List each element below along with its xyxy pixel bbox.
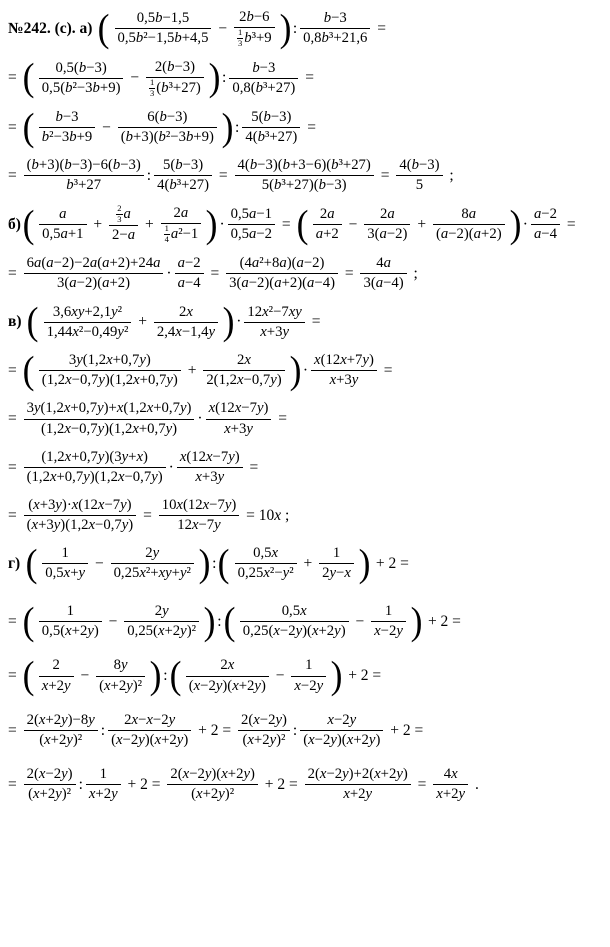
math-text: 3(a−2): [367, 226, 408, 243]
math-text: 12x²−7xy: [247, 303, 302, 320]
big-paren: ): [222, 299, 235, 344]
fraction: [240, 602, 349, 641]
math-text: =: [413, 775, 431, 793]
math-text: =: [376, 167, 394, 185]
math-text: 0,5x: [253, 545, 279, 562]
math-text: 2b−6: [239, 9, 270, 25]
fraction: [24, 765, 76, 804]
math-line-11: [8, 496, 608, 535]
math-text: −: [214, 19, 231, 37]
math-text: 0,25(x−2y)(x+2y): [242, 622, 346, 639]
fraction: [161, 204, 202, 245]
fraction: [108, 711, 191, 750]
fraction: [24, 399, 195, 438]
math-text: :: [235, 118, 240, 136]
math-text: 0,25x²−y²: [237, 565, 294, 582]
math-text: :: [100, 721, 106, 739]
math-text: 2x: [179, 303, 193, 320]
math-text: b³+9: [244, 29, 272, 46]
math-text: 0,5b−1,5: [136, 9, 190, 26]
fraction: [364, 205, 410, 244]
math-text: (1,2x−0,7y)(1,2x+0,7y): [41, 372, 178, 389]
small-fraction: 1 3: [149, 76, 155, 98]
fraction: [226, 254, 338, 293]
math-text: x+3y: [224, 420, 253, 437]
math-text: ;: [445, 167, 454, 185]
math-text: 2y−x: [322, 565, 351, 582]
math-text: =: [8, 775, 21, 793]
math-text: +: [141, 216, 158, 234]
math-text: −: [351, 612, 369, 630]
math-text: 5(b³+27)(b−3): [261, 177, 347, 194]
fraction: [146, 58, 204, 99]
math-text: ·: [302, 361, 309, 379]
math-text: ·: [219, 216, 225, 234]
math-text: x+3y: [195, 468, 225, 485]
math-text: 0,5b²−1,5b+4,5: [117, 29, 209, 46]
math-text: 1,44x²−0,49y²: [46, 323, 129, 340]
math-text: 10x(12x−7y): [161, 496, 237, 513]
fraction: [319, 544, 354, 583]
math-text: a−2: [177, 255, 201, 272]
fraction: [242, 108, 300, 147]
math-text: (1,2x−0,7y)(1,2x+0,7y): [41, 420, 178, 437]
math-text: (x+2y)²: [28, 786, 72, 803]
math-text: ·: [522, 216, 528, 234]
math-text: 2x: [237, 352, 251, 369]
math-text: 3y(1,2x+0,7y): [68, 352, 151, 369]
math-text: 2y: [154, 602, 169, 619]
math-text: + 2 =: [260, 775, 302, 793]
math-text: =: [8, 361, 21, 379]
math-line-7: [8, 299, 608, 344]
big-paren: ): [203, 598, 216, 643]
math-text: 2a: [319, 206, 335, 223]
fraction: [24, 254, 164, 293]
big-paren: ): [509, 201, 522, 246]
fraction: [371, 602, 406, 641]
math-text: 1: [99, 766, 107, 783]
math-text: b−3: [55, 108, 79, 125]
math-text: 5(b−3): [251, 108, 292, 125]
math-text: 4(b−3)(b+3−6)(b³+27): [237, 157, 371, 174]
math-text: a: [59, 206, 67, 223]
math-text: b³+27: [66, 177, 102, 194]
math-text: (x−2y)(x+2y): [111, 731, 189, 748]
math-text: (1,2x+0,7y)(1,2x−0,7y): [26, 468, 163, 485]
math-text: 0,8b³+21,6: [303, 29, 368, 46]
math-text: 12x−7y: [177, 517, 221, 534]
math-text: :: [78, 775, 83, 793]
math-text: −: [104, 612, 122, 630]
fraction: [235, 544, 297, 583]
math-text: =: [8, 265, 21, 283]
fraction: [154, 303, 218, 342]
fraction: [305, 765, 411, 804]
math-text: x+2y: [436, 786, 466, 803]
fraction: [229, 59, 298, 98]
math-text: a²−1: [170, 226, 199, 243]
math-text: =: [379, 361, 393, 379]
math-text: :: [292, 721, 298, 739]
math-text: =: [245, 458, 259, 476]
math-text: x−2y: [374, 622, 403, 639]
math-text: 4(b³+27): [157, 177, 210, 194]
math-text: a−4: [533, 226, 557, 243]
math-text: .: [471, 775, 479, 793]
math-text: x+3y: [260, 323, 289, 340]
math-text: (4a²+8a)(a−2): [239, 255, 325, 272]
math-text: 2(x−2y)+2(x+2y): [307, 766, 408, 783]
fraction: [300, 711, 383, 750]
math-line-1: [8, 5, 608, 50]
math-text: 0,5(b²−3b+9): [41, 79, 121, 96]
big-paren: (: [218, 541, 230, 586]
math-text: =: [278, 216, 295, 234]
fraction: [159, 496, 240, 535]
fraction: [24, 496, 137, 535]
fraction: [109, 204, 138, 245]
math-text: +: [134, 313, 151, 331]
part-label: г): [8, 555, 25, 573]
big-paren: ): [208, 55, 221, 100]
math-text: =: [562, 216, 576, 234]
big-paren: (: [22, 598, 35, 643]
math-text: 2(x−2y): [26, 766, 73, 783]
fraction: [186, 656, 269, 695]
math-text: −: [91, 555, 108, 573]
math-text: ·: [168, 458, 174, 476]
fraction: [244, 303, 304, 342]
math-text: 4(b−3): [399, 157, 440, 174]
big-paren: (: [22, 347, 35, 392]
fraction: [39, 59, 124, 98]
math-text: =: [8, 118, 21, 136]
math-text: + 2 =: [386, 721, 424, 739]
math-text: x−2y: [294, 677, 324, 694]
math-text: =: [8, 458, 21, 476]
math-text: x+2y: [88, 786, 118, 803]
big-paren: ): [279, 5, 292, 50]
math-text: (b+3)(b−3)−6(b−3): [26, 157, 141, 174]
math-text: :: [212, 555, 217, 573]
fraction: [39, 656, 74, 695]
fraction: [39, 351, 181, 390]
math-text: 0,25x²+xy+y²: [113, 565, 191, 582]
small-fraction: 2 3: [117, 203, 122, 225]
math-text: =: [8, 167, 21, 185]
fraction: [300, 9, 370, 48]
math-text: x(12x−7y): [179, 448, 240, 465]
fraction: [238, 711, 290, 750]
math-text: (x−2y)(x+2y): [303, 731, 381, 748]
small-fraction: 1 3: [237, 27, 243, 48]
math-text: (x+2y)²: [99, 677, 143, 694]
big-paren: (: [27, 299, 39, 344]
fraction: [177, 448, 243, 487]
math-text: (x+2y)²: [39, 731, 83, 748]
math-text: 1: [61, 545, 69, 562]
math-text: (x−2y)(x+2y): [188, 677, 266, 694]
big-paren: (: [169, 653, 182, 698]
math-text: =: [8, 410, 21, 428]
math-line-12: [8, 541, 608, 586]
math-line-9: [8, 399, 608, 438]
math-text: 1: [384, 602, 393, 619]
math-text: 0,5(b−3): [55, 59, 107, 76]
big-paren: (: [296, 201, 309, 246]
math-text: =: [301, 69, 314, 87]
big-paren: (: [22, 201, 35, 246]
math-line-16: [8, 765, 608, 804]
math-text: a−4: [177, 275, 201, 292]
math-text: =: [206, 265, 224, 283]
fraction: [24, 448, 166, 487]
math-text: (x+3y)·x(12x−7y): [28, 496, 132, 513]
fraction: [24, 156, 144, 195]
fraction: [39, 108, 95, 147]
fraction: [154, 156, 212, 195]
math-text: −: [271, 667, 289, 685]
math-text: x(12x+7y): [314, 352, 374, 369]
math-text: −: [76, 667, 94, 685]
math-line-2: [8, 55, 608, 100]
math-text: 8y: [113, 657, 128, 674]
math-text: a: [123, 206, 131, 223]
part-label: б): [8, 216, 21, 234]
math-text: =: [8, 667, 21, 685]
math-text: b−3: [323, 9, 347, 26]
math-text: :: [217, 612, 222, 630]
math-text: (b³+27): [156, 79, 201, 96]
fraction: [111, 544, 194, 583]
math-text: =: [139, 506, 156, 524]
math-text: 2: [52, 657, 60, 674]
math-text: 0,5x+y: [45, 565, 86, 582]
math-text: =: [215, 167, 232, 185]
math-text: 2a: [173, 205, 189, 222]
part-label: в): [8, 313, 26, 331]
math-text: 8a: [461, 206, 477, 223]
math-text: :: [292, 19, 298, 37]
math-text: ·: [197, 410, 203, 428]
fraction: [235, 156, 374, 195]
math-text: 2(b−3): [154, 58, 195, 75]
math-line-5: [8, 201, 608, 246]
math-text: ;: [409, 265, 418, 283]
part-label: а): [79, 19, 97, 37]
math-text: 2x: [220, 657, 235, 674]
math-text: =: [373, 19, 387, 37]
math-line-13: [8, 598, 608, 643]
math-text: + 2 =: [194, 721, 235, 739]
math-text: =: [340, 265, 358, 283]
math-text: +: [89, 216, 107, 234]
math-text: =: [8, 612, 21, 630]
math-text: 2a: [379, 206, 395, 223]
math-text: 3y(1,2x+0,7y)+x(1,2x+0,7y): [26, 400, 192, 417]
math-line-15: [8, 711, 608, 750]
fraction: [39, 205, 86, 244]
big-paren: ): [221, 104, 234, 149]
math-text: 5(b−3): [162, 157, 204, 174]
math-text: 2y: [145, 545, 160, 562]
math-text: x+2y: [343, 786, 373, 803]
math-text: 0,25(x+2y)²: [127, 622, 197, 639]
big-paren: (: [223, 598, 236, 643]
math-text: 5: [415, 177, 424, 194]
fraction: [24, 711, 98, 750]
part-label: №242. (с).: [8, 19, 80, 37]
math-text: :: [146, 167, 152, 185]
math-text: 0,5a+1: [42, 226, 84, 243]
math-text: 2(x−2y)(x+2y): [170, 766, 255, 783]
math-text: −: [98, 118, 115, 136]
math-text: b²−3b+9: [41, 128, 93, 145]
fraction: [396, 156, 442, 195]
math-line-4: [8, 156, 608, 195]
fraction: [96, 656, 145, 695]
math-text: :: [222, 69, 227, 87]
math-text: a+2: [315, 226, 339, 243]
math-text: 4a: [376, 255, 391, 272]
fraction: [313, 205, 342, 244]
fraction: [44, 303, 132, 342]
math-line-10: [8, 448, 608, 487]
math-text: (1,2x+0,7y)(3y+x): [41, 448, 148, 465]
big-paren: ): [358, 541, 371, 586]
fraction: [311, 351, 377, 390]
fraction: [234, 8, 275, 49]
math-text: 0,5a−2: [230, 226, 273, 243]
math-text: + 2 =: [344, 667, 382, 685]
big-paren: (: [22, 55, 35, 100]
big-paren: ): [330, 653, 343, 698]
math-text: b−3: [252, 59, 276, 76]
math-text: 2x−x−2y: [124, 711, 176, 728]
math-text: 1: [66, 602, 74, 619]
math-line-8: [8, 347, 608, 392]
fraction: [433, 205, 505, 244]
math-text: + 2 =: [372, 555, 409, 573]
math-text: 1: [305, 657, 313, 674]
math-text: (x+2y)²: [191, 786, 235, 803]
math-text: 4x: [443, 766, 458, 783]
math-text: 3,6xy+2,1y²: [52, 303, 123, 320]
math-text: (x+3y)(1,2x−0,7y): [26, 517, 134, 534]
math-text: + 2 =: [424, 612, 461, 630]
fraction: [42, 544, 88, 583]
math-text: x+2y: [41, 677, 71, 694]
math-text: :: [163, 667, 168, 685]
fraction: [167, 765, 258, 804]
math-text: =: [8, 69, 21, 87]
math-text: 3(a−4): [363, 275, 404, 292]
fraction: [39, 602, 102, 641]
big-paren: (: [97, 5, 110, 50]
math-text: =: [274, 410, 288, 428]
math-text: 3(a−2)(a+2)(a−4): [229, 275, 335, 292]
fraction: [291, 656, 326, 695]
fraction: [531, 205, 560, 244]
math-text: 0,5a−1: [230, 206, 273, 223]
math-line-6: [8, 254, 608, 293]
math-text: 2−a: [112, 227, 136, 243]
fraction: [433, 765, 468, 804]
big-paren: (: [25, 541, 38, 586]
big-paren: (: [22, 653, 35, 698]
math-line-14: [8, 653, 608, 698]
math-text: 0,5x: [281, 602, 307, 619]
fraction: [206, 399, 272, 438]
fraction: [203, 351, 284, 390]
fraction: [360, 254, 406, 293]
math-text: 0,5(x+2y): [41, 622, 99, 639]
big-paren: ): [289, 347, 302, 392]
math-text: =: [303, 118, 316, 136]
math-text: 1: [332, 545, 341, 562]
math-text: +: [299, 555, 317, 573]
math-text: x−2y: [327, 711, 357, 728]
math-text: 6a(a−2)−2a(a+2)+24a: [26, 255, 161, 272]
math-text: −: [344, 216, 362, 234]
fraction: [124, 602, 199, 641]
fraction: [228, 205, 275, 244]
math-text: + 2 =: [123, 775, 165, 793]
big-paren: (: [22, 104, 35, 149]
math-text: (a−2)(a+2): [435, 226, 502, 243]
math-text: 2(1,2x−0,7y): [206, 372, 282, 389]
fraction: [118, 108, 217, 147]
big-paren: ): [410, 598, 423, 643]
big-paren: ): [198, 541, 211, 586]
math-text: =: [307, 313, 321, 331]
math-text: −: [126, 69, 143, 87]
math-text: 2(x−2y): [240, 711, 287, 728]
math-text: x(12x−7y): [208, 400, 269, 417]
fraction: [115, 9, 212, 48]
math-text: 6(b−3): [147, 108, 188, 125]
math-text: = 10x ;: [242, 506, 290, 524]
big-paren: ): [205, 201, 218, 246]
math-text: +: [183, 361, 201, 379]
math-text: 3(a−2)(a+2): [57, 275, 131, 292]
math-text: =: [8, 721, 21, 739]
math-text: 4(b³+27): [245, 128, 298, 145]
math-line-3: [8, 104, 608, 149]
math-text: (b+3)(b²−3b+9): [120, 128, 214, 145]
fraction: [86, 765, 121, 804]
fraction: [175, 254, 204, 293]
big-paren: ): [149, 653, 162, 698]
math-text: 0,8(b³+27): [232, 79, 296, 96]
math-text: ·: [166, 265, 172, 283]
math-text: (x+2y)²: [242, 731, 286, 748]
small-fraction: 1 4: [164, 223, 169, 245]
math-text: +: [413, 216, 430, 234]
math-text: a−2: [533, 206, 557, 223]
math-text: ·: [236, 313, 242, 331]
math-text: 2(x+2y)−8y: [26, 711, 95, 728]
math-text: x+3y: [329, 372, 359, 389]
math-text: 2,4x−1,4y: [156, 323, 216, 340]
math-text: =: [8, 506, 21, 524]
